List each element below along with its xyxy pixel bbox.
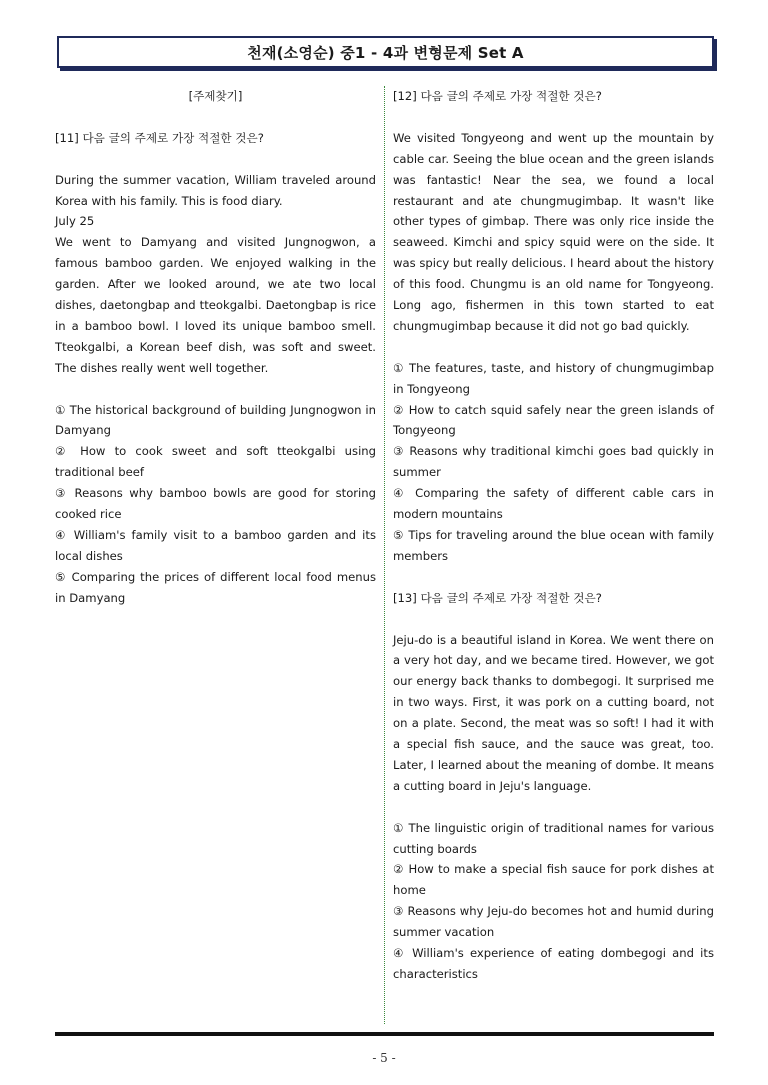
question-11-prompt: [11] 다음 글의 주제로 가장 적절한 것은?	[55, 130, 264, 145]
question-11-option-4: ④ William's family visit to a bamboo garden and its local dishes	[55, 527, 376, 563]
question-13-prompt: [13] 다음 글의 주제로 가장 적절한 것은?	[393, 590, 602, 605]
page-number: - 5 -	[372, 1051, 396, 1065]
question-11-option-2: ② How to cook sweet and soft tteokgalbi using traditional beef	[55, 444, 376, 480]
page-title: 천재(소영순) 중1 - 4과 변형문제 Set A	[57, 36, 714, 68]
right-column	[393, 86, 714, 985]
question-13-option-1: ① The linguistic origin of traditional names for various cutting boards	[393, 820, 714, 856]
question-13-option-4: ④ William's experience of eating dombegogi and its characteristics	[393, 946, 714, 981]
question-11-option-3: ③ Reasons why bamboo bowls are good for storing cooked rice	[55, 486, 376, 522]
footer-rule	[55, 1032, 714, 1036]
column-divider	[384, 86, 385, 1024]
question-11-passage-body: We went to Damyang and visited Jungnogwon, a famous bamboo garden. We enjoyed walking in the garden. After we looked around, we ate two local dishes, daetongbap and tteokgalbi. Daetongbap is rice in a bamboo bowl. I loved its unique bamboo smell. Tteokgalbi, a Korean beef dish, was soft and sweet. The dishes really went well together.	[55, 235, 376, 375]
question-12-option-2: ② How to catch squid safely near the green islands of Tongyeong	[393, 402, 714, 438]
question-12-option-3: ③ Reasons why traditional kimchi goes bad quickly in summer	[393, 444, 714, 480]
question-12-prompt: [12] 다음 글의 주제로 가장 적절한 것은?	[393, 89, 602, 103]
question-12-option-4: ④ Comparing the safety of different cable cars in modern mountains	[393, 486, 714, 522]
question-12-option-5: ⑤ Tips for traveling around the blue ocean with family members	[393, 528, 714, 563]
question-11-date: July 25	[55, 214, 95, 229]
question-12-option-1: ① The features, taste, and history of chungmugimbap in Tongyeong	[393, 360, 714, 396]
question-13-option-3: ③ Reasons why Jeju-do becomes hot and humid during summer vacation	[393, 904, 714, 940]
question-13-passage: Jeju-do is a beautiful island in Korea. We went there on a very hot day, and we became tired. However, we got our energy back thanks to dombegogi. It surprised me in two ways. First, it was pork on a cutting board, not on a plate. Second, the meat was so soft! I had it with a special fish sauce, and the sauce was great, too. Later, I learned about the meaning of dombe. It means a cutting board in Jeju's language.	[393, 632, 714, 793]
question-11-passage-intro: During the summer vacation, William traveled around Korea with his family. This is food diary.	[55, 172, 376, 208]
left-column	[55, 86, 376, 609]
question-11-option-5: ⑤ Comparing the prices of different local food menus in Damyang	[55, 569, 376, 605]
question-13-option-2: ② How to make a special fish sauce for pork dishes at home	[393, 862, 714, 898]
question-12-passage: We visited Tongyeong and went up the mountain by cable car. Seeing the blue ocean and the green islands was fantastic! Near the sea, we found a local restaurant and ate chungmugimbap. It wasn't like other types of gimbap. There was only rice inside the seaweed. Kimchi and spicy squid were on the side. It was spicy but really delicious. I heard about the history of this food. Chungmu is an old name for Tongyeong. Long ago, fishermen in this town started to eat chungmugimbap because it did not go bad quickly.	[393, 130, 714, 333]
question-11-option-1: ① The historical background of building Jungnogwon in Damyang	[55, 402, 376, 438]
section-label: [주제찾기]	[188, 89, 243, 103]
